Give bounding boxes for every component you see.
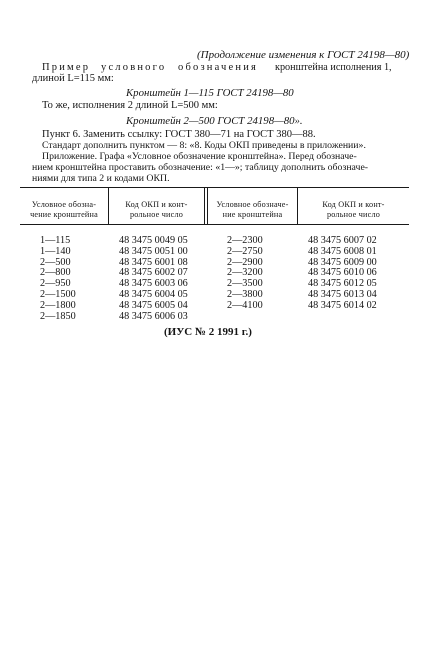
table-cell: 2—4100 bbox=[227, 299, 263, 311]
p2-line1: То же, исполнения 2 длиной L=500 мм: bbox=[42, 100, 218, 111]
table-cell: 2—1500 bbox=[40, 288, 76, 300]
table-cell: 48 3475 6007 02 bbox=[308, 235, 377, 246]
left-codes-column bbox=[119, 236, 188, 322]
header-code-1: Код ОКП и конт- рольное число bbox=[125, 200, 188, 219]
table-cell: 48 3475 6013 04 bbox=[308, 288, 377, 300]
table-cell: 2—3500 bbox=[227, 278, 263, 290]
p1-line2: длиной L=115 мм: bbox=[32, 73, 114, 84]
table-cell: 2—800 bbox=[40, 267, 71, 279]
table-divider-2a bbox=[204, 188, 205, 224]
table-cell: 2—500 bbox=[40, 256, 71, 268]
table-cell: 2—2750 bbox=[227, 245, 263, 257]
table-cell: 48 3475 6003 06 bbox=[119, 278, 188, 290]
p1-word-primer: Пример bbox=[42, 62, 91, 73]
table-cell: 48 3475 6009 00 bbox=[308, 256, 377, 268]
source-footer: (ИУС № 2 1991 г.) bbox=[164, 326, 252, 338]
table-cell: 2—1800 bbox=[40, 299, 76, 311]
table-cell: 1—115 bbox=[40, 235, 71, 246]
table-cell: 2—3200 bbox=[227, 267, 263, 279]
table-cell: 48 3475 6012 05 bbox=[308, 278, 377, 290]
p2-example: Кронштейн 2—500 ГОСТ 24198—80». bbox=[126, 115, 303, 127]
table-cell: 2—1850 bbox=[40, 310, 76, 322]
p4-line: Стандарт дополнить пунктом — 8: «8. Коды ОКП приведены в приложении». bbox=[42, 140, 366, 151]
table-cell: 48 3475 6006 03 bbox=[119, 310, 188, 322]
table-cell: 48 3475 6010 06 bbox=[308, 267, 377, 279]
p1-example: Кронштейн 1—115 ГОСТ 24198—80 bbox=[126, 87, 294, 99]
p1-word-uslovnogo: условного bbox=[101, 62, 167, 73]
table-cell: 2—950 bbox=[40, 278, 71, 290]
table-cell: 48 3475 6005 04 bbox=[119, 299, 188, 311]
p3-line: Пункт 6. Заменить ссылку: ГОСТ 380—71 на ГОСТ 380—88. bbox=[42, 129, 316, 140]
table-cell: 48 3475 6001 08 bbox=[119, 256, 188, 268]
table-cell: 1—140 bbox=[40, 245, 71, 257]
table-cell: 48 3475 0049 05 bbox=[119, 235, 188, 246]
p1-word-oboznacheniya: обозначения bbox=[178, 62, 259, 73]
table-cell: 2—2300 bbox=[227, 235, 263, 246]
left-designations-column bbox=[40, 236, 76, 322]
table-top-rule bbox=[20, 187, 409, 188]
continuation-header: (Продолжение изменения к ГОСТ 24198—80) bbox=[197, 49, 410, 61]
table-cell: 2—3800 bbox=[227, 288, 263, 300]
right-codes-column bbox=[308, 236, 377, 312]
table-cell: 2—2900 bbox=[227, 256, 263, 268]
p5-line3: ниями для типа 2 и кодами ОКП. bbox=[32, 173, 170, 184]
header-code-2: Код ОКП и конт- рольное число bbox=[322, 200, 385, 219]
right-designations-column bbox=[227, 236, 263, 312]
table-cell: 48 3475 6014 02 bbox=[308, 299, 377, 311]
table-cell: 48 3475 6002 07 bbox=[119, 267, 188, 279]
p1-line1-rest: кронштейна исполнения 1, bbox=[275, 62, 392, 73]
header-designation-2: Условное обозначе- ние кронштейна bbox=[216, 200, 289, 219]
header-designation-1: Условное обозна- чение кронштейна bbox=[30, 200, 98, 219]
p5-line1: Приложение. Графа «Условное обозначение кронштейна». Перед обозначе- bbox=[42, 151, 357, 162]
table-cell: 48 3475 6004 05 bbox=[119, 288, 188, 300]
p5-line2: нием кронштейна проставить обозначение: «1—»; таблицу дополнить обозначе- bbox=[32, 162, 369, 173]
table-cell: 48 3475 0051 00 bbox=[119, 245, 188, 257]
table-cell: 48 3475 6008 01 bbox=[308, 245, 377, 257]
table-header-rule bbox=[20, 224, 409, 225]
